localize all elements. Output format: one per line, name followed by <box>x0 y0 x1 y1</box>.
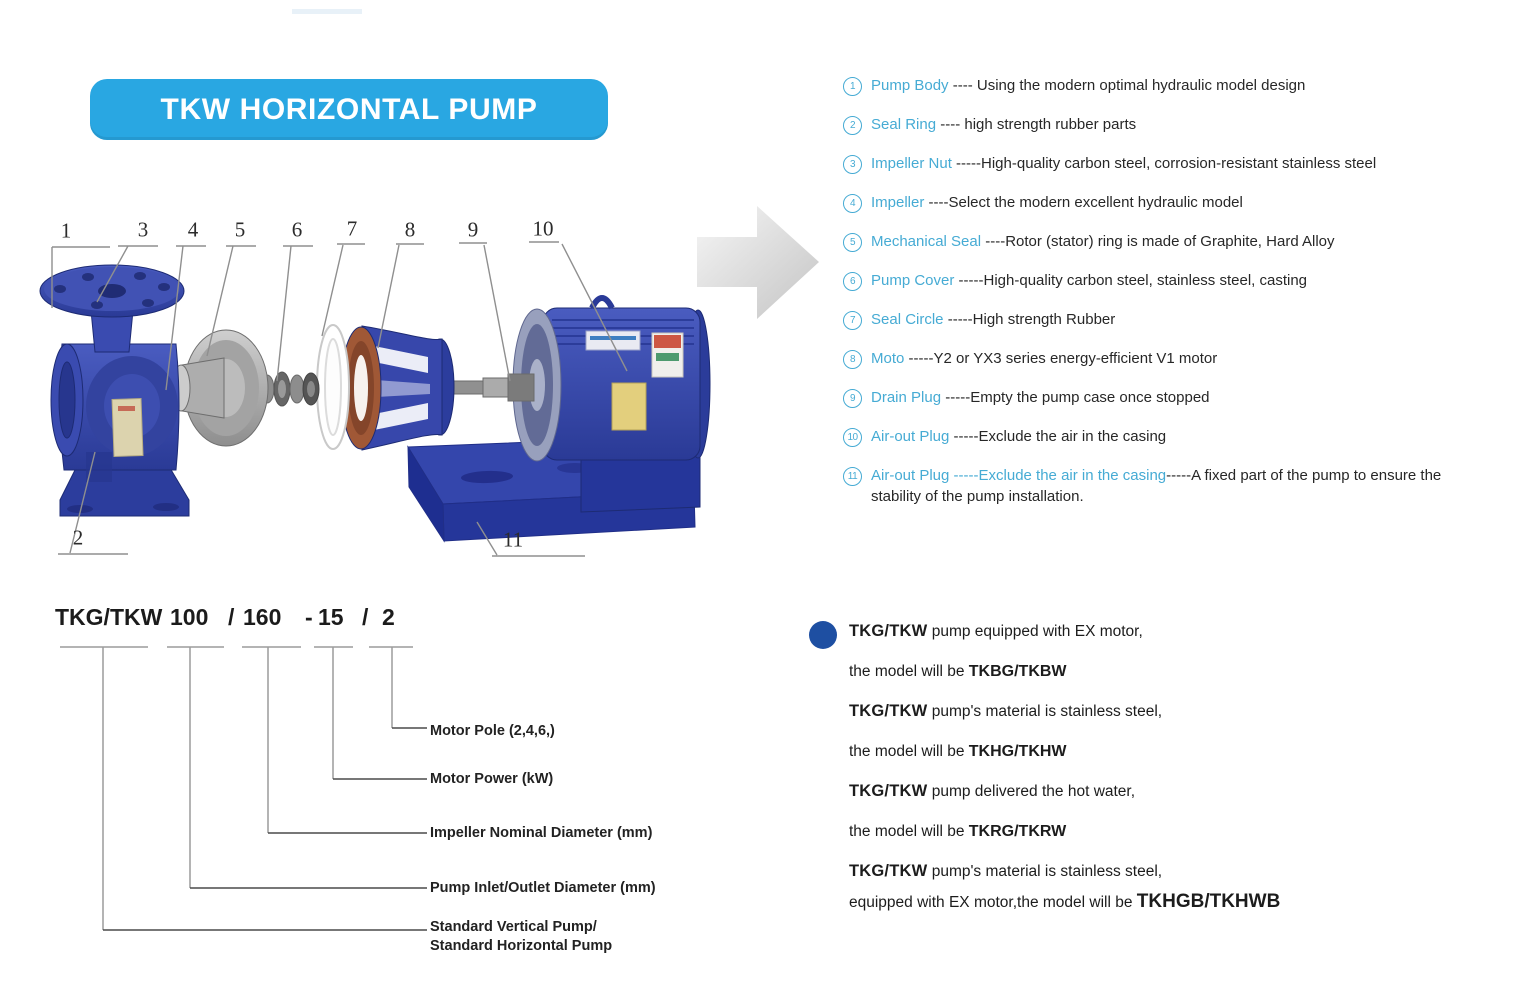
label-standard-pump-line1: Standard Vertical Pump/ <box>430 919 597 935</box>
note-line: the model will be TKHG/TKHW <box>849 743 1067 760</box>
model-separator-slash1: / <box>228 604 235 630</box>
part-name: Pump Body <box>871 77 949 94</box>
note-line: the model will be TKBG/TKBW <box>849 663 1067 680</box>
part-desc: -----High-quality carbon steel, corrosion-resistant stainless steel <box>951 155 1377 172</box>
pump-cover-illustration <box>341 326 454 450</box>
note-line: TKG/TKW pump equipped with EX motor, <box>849 622 1143 640</box>
part-name: Impeller <box>871 194 925 211</box>
part-item-8 <box>843 348 1493 369</box>
part-desc: -----Exclude the air in the casing <box>949 428 1167 445</box>
part-name: Impeller Nut <box>871 155 952 172</box>
callout-5: 5 <box>234 217 246 242</box>
part-number-badge: 4 <box>843 194 862 213</box>
part-item-4 <box>843 192 1493 213</box>
part-item-7 <box>843 309 1493 330</box>
part-name: Air-out Plug <box>871 467 950 484</box>
part-desc: -----Empty the pump case once stopped <box>941 389 1210 406</box>
part-number-badge: 2 <box>843 116 862 135</box>
model-segment-pole: 2 <box>382 604 395 630</box>
part-item-6 <box>843 270 1493 291</box>
part-item-3 <box>843 153 1493 174</box>
part-name: Drain Plug <box>871 389 942 406</box>
part-desc: ----Select the modern excellent hydraulic model <box>924 194 1243 211</box>
part-number-badge: 6 <box>843 272 862 291</box>
part-desc: -----High strength Rubber <box>943 311 1116 328</box>
part-name: Mechanical Seal <box>871 233 982 250</box>
callout-1: 1 <box>60 218 72 243</box>
label-motor-power: Motor Power (kW) <box>430 771 554 787</box>
model-separator-dash: - <box>305 604 313 630</box>
note-line: TKG/TKW pump delivered the hot water, <box>849 782 1136 800</box>
callout-4: 4 <box>187 217 199 242</box>
part-number-badge: 3 <box>843 155 862 174</box>
part-name: Moto <box>871 350 905 367</box>
part-number-badge: 8 <box>843 350 862 369</box>
model-segment-impeller: 160 <box>243 604 282 630</box>
title-banner <box>90 79 608 140</box>
part-desc: -----A fixed part of the pump to ensure the stability of the pump installation. <box>871 467 1442 505</box>
part-item-9 <box>843 387 1493 408</box>
seal-circle-illustration <box>317 325 349 449</box>
part-desc: ----Rotor (stator) ring is made of Graphite, Hard Alloy <box>981 233 1335 250</box>
part-desc-highlight: -----Exclude the air in the casing <box>949 467 1167 484</box>
model-code-tree-lines <box>60 647 427 930</box>
note-line: equipped with EX motor,the model will be TKHGB/TKHWB <box>849 891 1281 912</box>
pump-body-illustration <box>40 265 189 516</box>
part-number-badge: 9 <box>843 389 862 408</box>
callout-7: 7 <box>346 216 358 241</box>
label-motor-pole: Motor Pole (2,4,6,) <box>430 723 555 739</box>
callout-3: 3 <box>137 217 149 242</box>
parts-list <box>843 75 1493 525</box>
model-variant-notes <box>849 620 1429 931</box>
note-line: TKG/TKW pump's material is stainless steel, <box>849 702 1163 720</box>
part-name: Seal Circle <box>871 311 944 328</box>
part-desc: ---- Using the modern optimal hydraulic model design <box>948 77 1306 94</box>
part-name: Seal Ring <box>871 116 937 133</box>
note-line: the model will be TKRG/TKRW <box>849 823 1067 840</box>
part-desc: ---- high strength rubber parts <box>936 116 1137 133</box>
part-name: Air-out Plug <box>871 428 950 445</box>
label-standard-pump <box>430 918 612 956</box>
motor-label-sticker <box>586 331 640 350</box>
part-number-badge: 7 <box>843 311 862 330</box>
part-item-11 <box>843 465 1493 507</box>
motor-nameplate <box>612 383 646 430</box>
top-edge-mark <box>292 9 362 14</box>
label-inlet-outlet: Pump Inlet/Outlet Diameter (mm) <box>430 880 656 896</box>
model-segment-inlet: 100 <box>170 604 209 630</box>
part-item-10 <box>843 426 1493 447</box>
callout-8: 8 <box>404 217 416 242</box>
callout-11: 11 <box>502 527 524 552</box>
lifting-eye <box>592 298 612 308</box>
callout-9: 9 <box>467 217 479 242</box>
pump-exploded-diagram <box>40 242 710 556</box>
callout-2: 2 <box>72 525 84 550</box>
part-name: Pump Cover <box>871 272 955 289</box>
callout-10: 10 <box>532 216 554 241</box>
note-line: TKG/TKW pump's material is stainless steel, <box>849 862 1163 880</box>
part-number-badge: 10 <box>843 428 862 447</box>
callout-6: 6 <box>291 217 303 242</box>
part-number-badge: 1 <box>843 77 862 96</box>
part-number-badge: 5 <box>843 233 862 252</box>
model-segment-power: 15 <box>318 604 344 630</box>
page-title: TKW HORIZONTAL PUMP <box>160 92 538 126</box>
label-impeller-diameter: Impeller Nominal Diameter (mm) <box>430 825 653 841</box>
part-item-5 <box>843 231 1493 252</box>
part-desc: -----Y2 or YX3 series energy-efficient V1 motor <box>904 350 1218 367</box>
part-desc: -----High-quality carbon steel, stainless steel, casting <box>954 272 1308 289</box>
part-item-2 <box>843 114 1493 135</box>
model-segment-series: TKG/TKW <box>55 604 163 630</box>
part-item-1 <box>843 75 1493 96</box>
part-number-badge: 11 <box>843 467 862 486</box>
model-separator-slash2: / <box>362 604 369 630</box>
arrow-right-icon <box>697 206 819 319</box>
label-standard-pump-line2: Standard Horizontal Pump <box>430 938 613 954</box>
bullet-icon <box>809 621 837 649</box>
